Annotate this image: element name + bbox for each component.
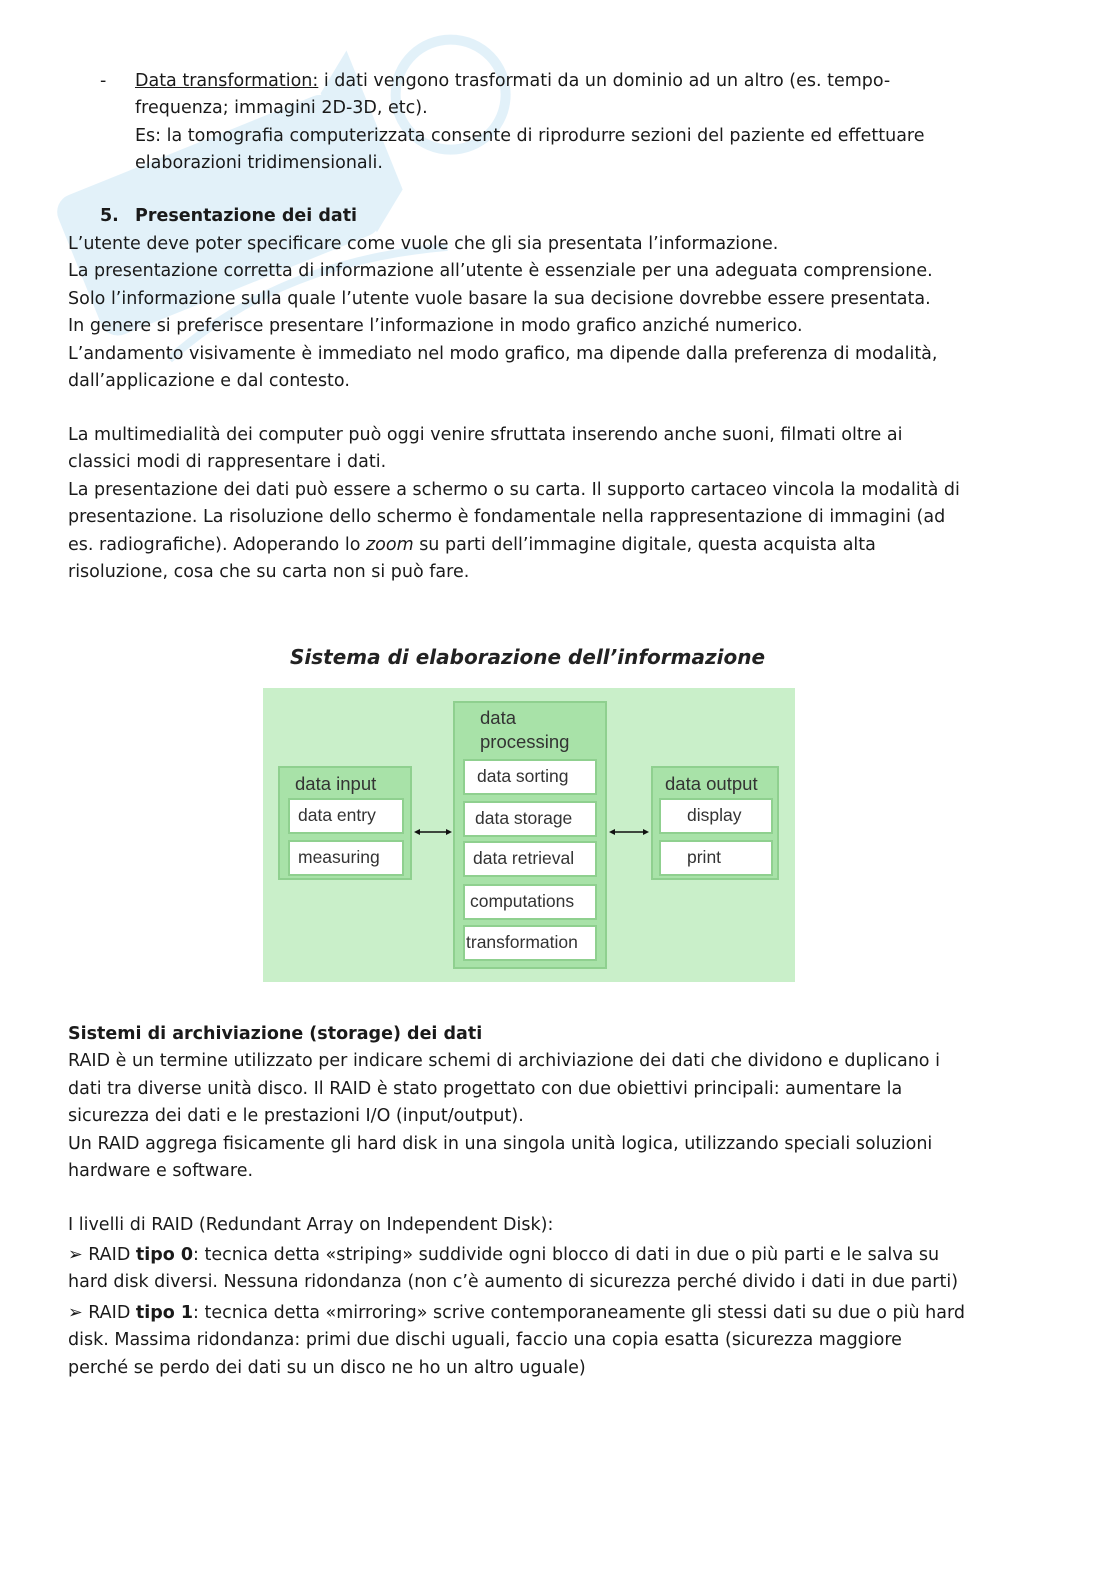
storage-section: Sistemi di archiviazione (storage) dei dati RAID è un termine utilizzato per indicare schemi di archiviazione dei dati che dividono e duplicano i dati tra diverse unità disco. Il RAID è stato progettato con due obiettivi principali: aumentare la sicurezza dei dati e le prestazioni I/O (input/output). Un RAID aggrega fisicamente gli hard disk in una singola unità logica, utilizzando speciali soluzioni hardware e software. bbox=[68, 1021, 1058, 1185]
data-input-label: data input bbox=[295, 773, 377, 794]
display-box: display bbox=[659, 798, 773, 834]
double-arrow-icon bbox=[608, 826, 650, 838]
section-5-heading: 5. Presentazione dei dati bbox=[100, 206, 358, 226]
double-arrow-icon bbox=[413, 826, 453, 838]
transformation-box: transformation bbox=[463, 925, 597, 961]
figure-title: Sistema di elaborazione dell’informazione bbox=[290, 645, 766, 669]
storage-heading: Sistemi di archiviazione (storage) dei dati bbox=[68, 1024, 483, 1044]
raid-levels-intro: I livelli di RAID (Redundant Array on Independent Disk): bbox=[68, 1215, 554, 1235]
raid-0-item: ➢ RAID tipo 0: tecnica detta «striping» suddivide ogni blocco di dati in due o più parti e le salva su hard disk diversi. Nessuna ridondanza (non c’è aumento di sicurezza perché divido i dati in due parti) bbox=[68, 1245, 959, 1293]
raid-1-item: ➢ RAID tipo 1: tecnica detta «mirroring» scrive contemporaneamente gli stessi dati su due o più hard disk. Massima ridondanza: primi due dischi uguali, faccio una copia esatta (sicurezza maggiore perché se perdo dei dati su un disco ne ho un altro uguale) bbox=[68, 1303, 965, 1378]
computations-box: computations bbox=[463, 884, 597, 920]
presentation-paragraph-1: L’utente deve poter specificare come vuole che gli sia presentata l’informazione. La presentazione corretta di informazione all’utente è essenziale per una adeguata comprensione. Solo l’informazione sulla quale l’utente vuole basare la sua decisione dovrebbe essere presentata. In genere si preferisce presentare l’informazione in modo grafico anziché numerico. L’andamento visivamente è immediato nel modo grafico, ma dipende dalla preferenza di modalità, dall’applicazione e dal contesto. bbox=[68, 234, 938, 392]
data-output-label: data output bbox=[665, 773, 758, 794]
data-processing-column bbox=[453, 701, 607, 969]
data-sorting-box: data sorting bbox=[463, 759, 597, 795]
measuring-box: measuring bbox=[288, 840, 404, 876]
presentation-paragraph-2: La multimedialità dei computer può oggi venire sfruttata inserendo anche suoni, filmati oltre ai classici modi di rappresentare i dati. La presentazione dei dati può essere a schermo o su carta. Il supporto cartaceo vincola la modalità di presentazione. La risoluzione dello schermo è fondamentale nella rappresentazione di immagini (ad es. radiografiche). Adoperando lo zoom su parti dell’immagine digitale, questa acquista alta risoluzione, cosa che su carta non si può fare. bbox=[68, 425, 960, 583]
data-retrieval-box: data retrieval bbox=[463, 841, 597, 877]
data-entry-box: data entry bbox=[288, 798, 404, 834]
data-output-column bbox=[651, 766, 779, 880]
data-transformation-item: - Data transformation: i dati vengono trasformati da un dominio ad un altro (es. tempo- frequenza; immagini 2D-3D, etc). Es: la tomografia computerizzata consente di riprodurre sezioni del paziente ed effettuare elaborazioni tridimensionali. bbox=[100, 68, 1050, 178]
data-processing-label-2: processing bbox=[480, 731, 570, 752]
arrow-bullet-icon: ➢ bbox=[68, 1245, 83, 1265]
data-processing-label-1: data bbox=[480, 707, 517, 728]
data-input-column bbox=[278, 766, 412, 880]
dash-bullet: - bbox=[100, 71, 107, 91]
processing-system-diagram bbox=[263, 688, 795, 982]
data-transformation-term: Data transformation: bbox=[135, 71, 319, 91]
print-box: print bbox=[659, 840, 773, 876]
data-storage-box: data storage bbox=[463, 801, 597, 837]
arrow-bullet-icon: ➢ bbox=[68, 1303, 83, 1323]
